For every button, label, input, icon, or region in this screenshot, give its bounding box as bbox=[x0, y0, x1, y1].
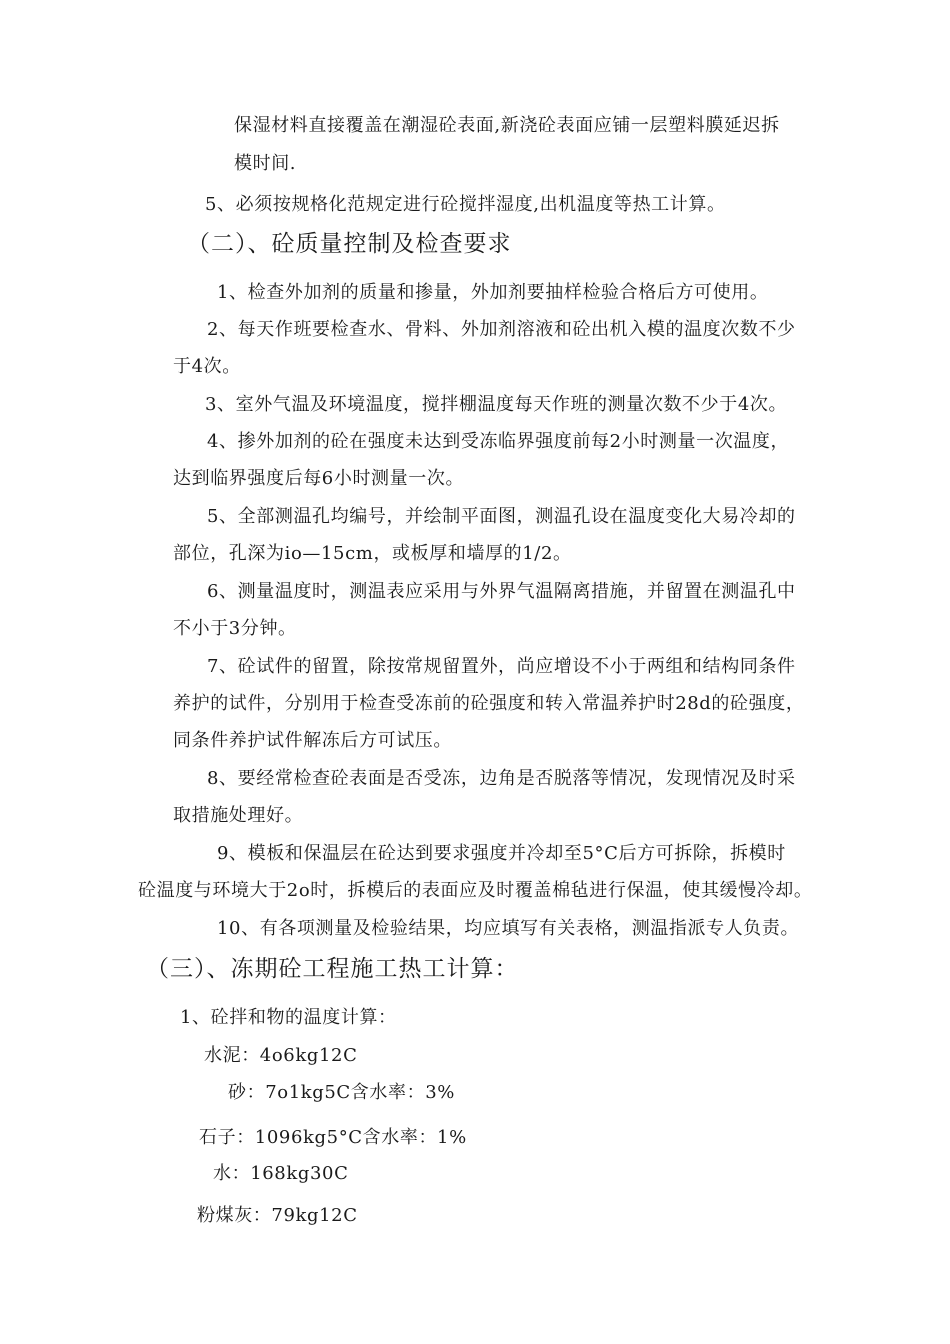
section-2-item-9: 9、模板和保温层在砼达到要求强度并冷却至5°C后方可拆除，拆模时 bbox=[217, 843, 786, 864]
section-2-item-4-cont: 达到临界强度后每6小时测量一次。 bbox=[173, 468, 465, 489]
section-2-item-8-cont: 取措施处理好。 bbox=[173, 805, 304, 826]
material-stone: 石子：1096kg5°C含水率：1% bbox=[199, 1127, 467, 1148]
section-2-item-1: 1、检查外加剂的质量和掺量，外加剂要抽样检验合格后方可使用。 bbox=[217, 282, 769, 303]
section-2-item-5: 5、全部测温孔均编号，并绘制平面图，测温孔设在温度变化大易冷却的 bbox=[207, 506, 796, 527]
section-2-item-5-cont: 部位，孔深为io—15cm，或板厚和墙厚的1/2。 bbox=[173, 543, 572, 564]
section-2-item-9-cont: 砼温度与环境大于2o时，拆模后的表面应及时覆盖棉毡进行保温，使其缓慢冷却。 bbox=[138, 880, 813, 901]
continuation-line-2: 模时间. bbox=[234, 153, 297, 174]
material-sand: 砂：7o1kg5C含水率：3% bbox=[228, 1082, 455, 1103]
continuation-item-5: 5、必须按规格化范规定进行砼搅拌湿度,出机温度等热工计算。 bbox=[205, 194, 726, 215]
section-2-item-7-cont-2: 同条件养护试件解冻后方可试压。 bbox=[173, 730, 452, 751]
material-cement: 水泥：4o6kg12C bbox=[204, 1045, 358, 1066]
section-2-item-2: 2、每天作班要检查水、骨料、外加剂溶液和砼出机入模的温度次数不少 bbox=[207, 319, 796, 340]
material-water: 水：168kg30C bbox=[213, 1163, 349, 1184]
section-2-item-7: 7、砼试件的留置，除按常规留置外，尚应增设不小于两组和结构同条件 bbox=[207, 656, 796, 677]
section-2-item-6: 6、测量温度时，测温表应采用与外界气温隔离措施，并留置在测温孔中 bbox=[207, 581, 796, 602]
section-2-item-4: 4、掺外加剂的砼在强度未达到受冻临界强度前每2小时测量一次温度， bbox=[207, 431, 790, 452]
section-2-item-8: 8、要经常检查砼表面是否受冻，边角是否脱落等情况，发现情况及时采 bbox=[207, 768, 796, 789]
section-2-item-6-cont: 不小于3分钟。 bbox=[173, 618, 297, 639]
section-2-item-7-cont: 养护的试件，分别用于检查受冻前的砼强度和转入常温养护时28d的砼强度， bbox=[173, 693, 805, 714]
section-2-item-2-cont: 于4次。 bbox=[173, 356, 241, 377]
section-2-heading: （二）、砼质量控制及检查要求 bbox=[187, 231, 512, 257]
section-2-item-10: 10、有各项测量及检验结果，均应填写有关表格，测温指派专人负责。 bbox=[217, 918, 800, 939]
section-3-heading: （三）、冻期砼工程施工热工计算： bbox=[146, 956, 519, 982]
section-3-sub-1: 1、砼拌和物的温度计算： bbox=[180, 1007, 397, 1028]
section-2-item-3: 3、室外气温及环境温度，搅拌棚温度每天作班的测量次数不少于4次。 bbox=[205, 394, 788, 415]
continuation-line-1: 保湿材料直接覆盖在潮湿砼表面,新浇砼表面应铺一层塑料膜延迟拆 bbox=[234, 115, 780, 136]
material-flyash: 粉煤灰：79kg12C bbox=[197, 1205, 358, 1226]
